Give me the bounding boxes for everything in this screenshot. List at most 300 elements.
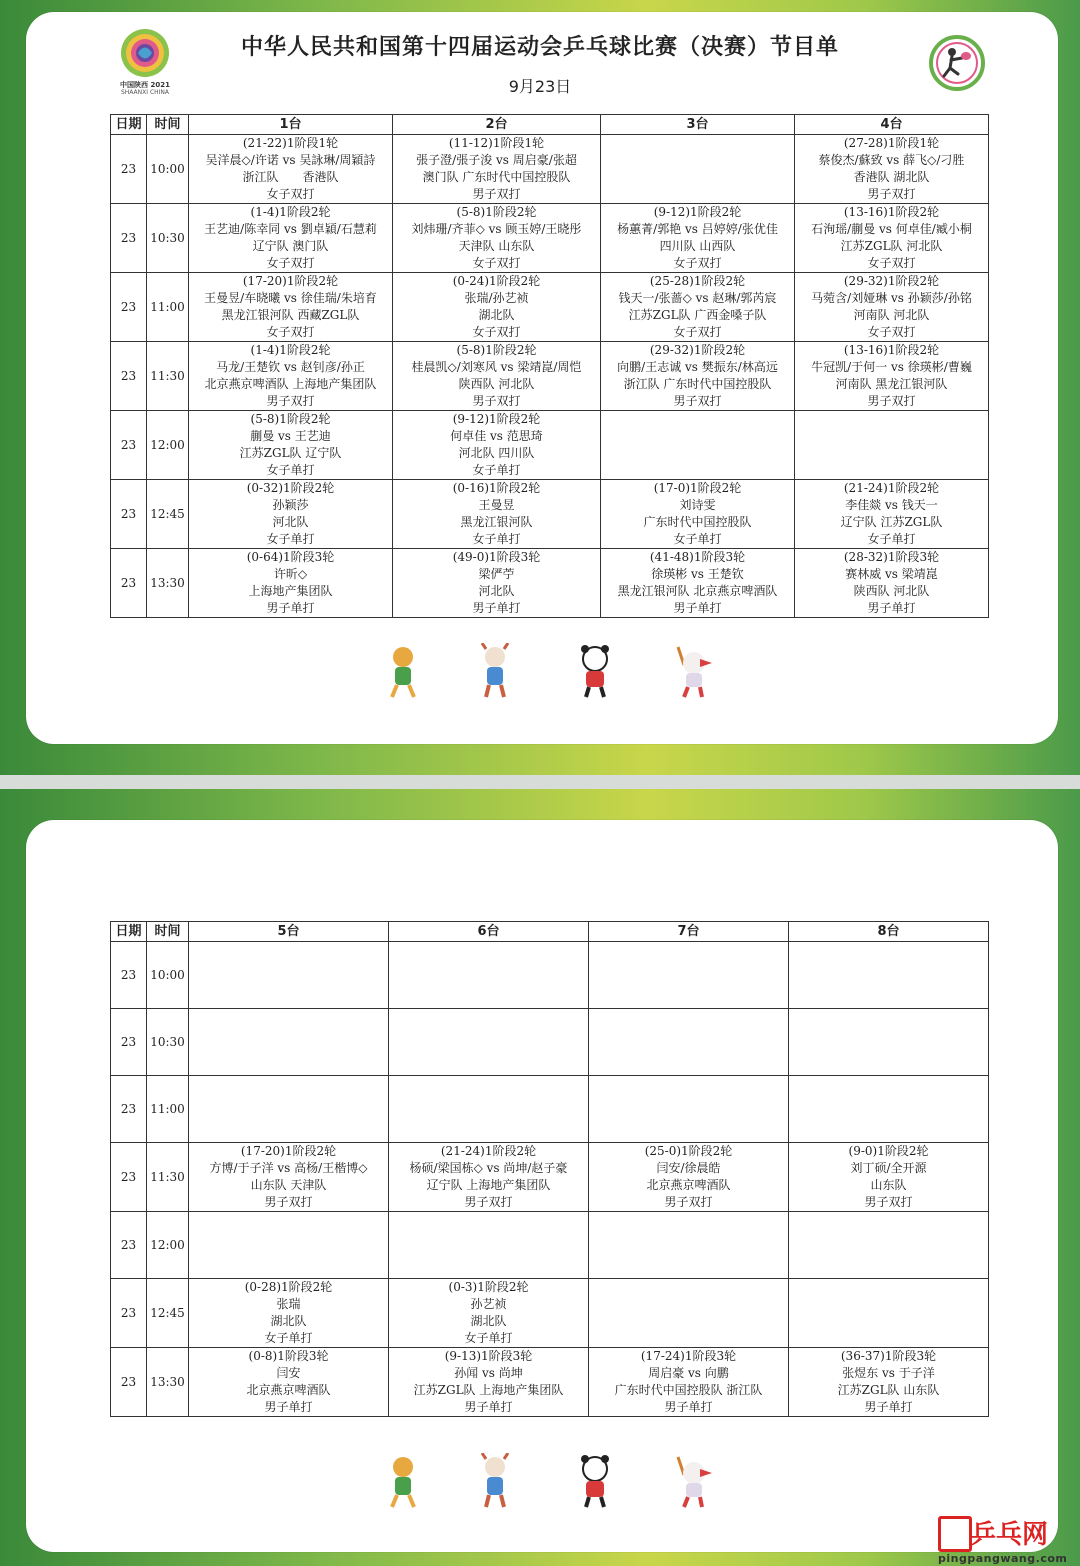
time-cell: 10:00 — [147, 135, 189, 204]
match-event: 男子双打 — [867, 394, 916, 408]
match-info — [393, 549, 600, 617]
match-event: 男子双打 — [264, 1195, 313, 1209]
match-teams: 黑龙江银河队 — [460, 515, 533, 529]
match-cell — [189, 1279, 389, 1348]
time-cell: 12:45 — [147, 1279, 189, 1348]
match-round-label: (27-28)1阶段1轮 — [843, 136, 940, 150]
match-teams: 江苏ZGL队 河北队 — [840, 239, 943, 253]
match-round-label: (29-32)1阶段2轮 — [843, 274, 940, 288]
match-event: 女子双打 — [472, 256, 521, 270]
header-table-6: 6台 — [389, 922, 589, 942]
match-teams: 北京燕京啤酒队 上海地产集团队 — [204, 377, 377, 391]
match-info — [189, 1143, 388, 1211]
match-teams: 湖北队 — [470, 1314, 507, 1328]
match-cell — [601, 204, 795, 273]
mascot-row-2 — [380, 1453, 730, 1513]
match-cell — [601, 480, 795, 549]
page-separator — [0, 775, 1080, 789]
match-round-label: (9-12)1阶段2轮 — [452, 412, 541, 426]
match-info — [389, 1143, 588, 1211]
match-info — [601, 204, 794, 272]
match-players: 張子澄/張子浚 vs 周启豪/张超 — [416, 153, 577, 167]
match-event: 男子双打 — [266, 394, 315, 408]
match-info — [589, 1348, 788, 1416]
match-teams: 辽宁队 上海地产集团队 — [426, 1178, 551, 1192]
match-round-label: (21-24)1阶段2轮 — [843, 481, 940, 495]
match-round-label: (1-4)1阶段2轮 — [250, 343, 331, 357]
match-round-label: (0-3)1阶段2轮 — [448, 1280, 529, 1294]
match-teams: 黑龙江银河队 西藏ZGL队 — [221, 308, 360, 322]
time-cell: 13:30 — [147, 549, 189, 618]
match-cell — [601, 549, 795, 618]
match-info — [189, 273, 392, 341]
table-row — [111, 942, 989, 1009]
match-round-label: (1-4)1阶段2轮 — [250, 205, 331, 219]
table-header-row — [111, 115, 989, 135]
match-players: 张煜东 vs 于子洋 — [842, 1366, 935, 1380]
match-event: 女子单打 — [264, 1331, 313, 1345]
table-row — [111, 1279, 989, 1348]
match-cell — [589, 1009, 789, 1076]
match-cell — [393, 411, 601, 480]
match-players: 张瑞/孙艺祯 — [464, 291, 529, 305]
mascot-goat-icon — [472, 1453, 518, 1509]
match-round-label: (17-20)1阶段2轮 — [240, 1144, 337, 1158]
match-players: 马龙/王楚钦 vs 赵钊彦/孙正 — [216, 360, 365, 374]
match-event: 女子单打 — [464, 1331, 513, 1345]
match-info — [393, 135, 600, 203]
match-teams: 北京燕京啤酒队 — [646, 1178, 731, 1192]
match-teams: 湖北队 — [478, 308, 515, 322]
match-round-label: (0-64)1阶段3轮 — [246, 550, 335, 564]
match-info — [189, 1279, 388, 1347]
match-info — [601, 549, 794, 617]
match-event: 女子双打 — [266, 256, 315, 270]
header-table-1: 1台 — [189, 115, 393, 135]
date-cell: 23 — [111, 273, 147, 342]
match-event: 女子双打 — [673, 325, 722, 339]
time-cell: 11:30 — [147, 1143, 189, 1212]
date-cell: 23 — [111, 1143, 147, 1212]
schedule-table-1 — [110, 114, 989, 618]
match-info — [795, 480, 988, 548]
time-cell: 11:30 — [147, 342, 189, 411]
match-event: 男子单打 — [664, 1400, 713, 1414]
match-info — [789, 1143, 988, 1211]
time-cell: 11:00 — [147, 273, 189, 342]
match-cell — [589, 1348, 789, 1417]
mascot-bird-icon — [670, 1453, 716, 1509]
table-row — [111, 1076, 989, 1143]
match-players: 向鹏/王志诚 vs 樊振东/林高远 — [617, 360, 778, 374]
match-players: 王曼昱 — [478, 498, 515, 512]
match-teams: 辽宁队 澳门队 — [252, 239, 329, 253]
match-players: 吴洋晨◇/许诺 vs 吴詠琳/周穎詩 — [205, 153, 376, 167]
match-cell — [389, 1009, 589, 1076]
match-info — [389, 1348, 588, 1416]
match-info — [389, 1279, 588, 1347]
table-header-row — [111, 922, 989, 942]
table-row — [111, 549, 989, 618]
match-teams: 澳门队 广东时代中国控股队 — [422, 170, 571, 184]
match-round-label: (41-48)1阶段3轮 — [649, 550, 746, 564]
match-cell — [789, 1076, 989, 1143]
match-round-label: (5-8)1阶段2轮 — [456, 343, 537, 357]
match-teams: 天津队 山东队 — [458, 239, 535, 253]
match-teams: 江苏ZGL队 辽宁队 — [239, 446, 342, 460]
match-cell — [189, 273, 393, 342]
match-cell — [189, 411, 393, 480]
match-cell — [189, 135, 393, 204]
mascot-panda-icon — [572, 643, 618, 699]
match-cell — [189, 942, 389, 1009]
mascot-panda-icon — [572, 1453, 618, 1509]
watermark-text: 乒乓网 — [970, 1520, 1049, 1550]
match-players: 张瑞 — [276, 1297, 301, 1311]
header-date: 日期 — [111, 115, 147, 135]
header-table-7: 7台 — [589, 922, 789, 942]
match-round-label: (17-20)1阶段2轮 — [242, 274, 339, 288]
match-cell — [601, 273, 795, 342]
match-event: 女子单打 — [266, 532, 315, 546]
match-cell — [393, 549, 601, 618]
match-event: 男子双打 — [664, 1195, 713, 1209]
match-cell — [189, 1348, 389, 1417]
match-info — [589, 1143, 788, 1211]
match-cell — [601, 135, 795, 204]
match-round-label: (5-8)1阶段2轮 — [456, 205, 537, 219]
time-cell: 10:30 — [147, 204, 189, 273]
match-teams: 北京燕京啤酒队 — [246, 1383, 331, 1397]
time-cell: 11:00 — [147, 1076, 189, 1143]
match-event: 男子单打 — [673, 601, 722, 615]
time-cell: 13:30 — [147, 1348, 189, 1417]
match-event: 男子双打 — [472, 187, 521, 201]
date-cell: 23 — [111, 942, 147, 1009]
match-cell — [189, 1076, 389, 1143]
match-cell — [789, 1348, 989, 1417]
match-event: 男子双打 — [464, 1195, 513, 1209]
mascot-boy-icon — [380, 643, 426, 699]
match-cell — [393, 273, 601, 342]
match-event: 女子双打 — [472, 325, 521, 339]
time-cell: 12:00 — [147, 1212, 189, 1279]
match-players: 桂晨凯◇/刘寒风 vs 梁靖崑/周恺 — [411, 360, 582, 374]
match-event: 女子单打 — [266, 463, 315, 477]
match-info — [189, 480, 392, 548]
header-table-8: 8台 — [789, 922, 989, 942]
match-players: 何卓佳 vs 范思琦 — [450, 429, 543, 443]
match-players: 许昕◇ — [273, 567, 308, 581]
match-teams: 四川队 山西队 — [659, 239, 736, 253]
match-teams: 广东时代中国控股队 — [643, 515, 752, 529]
watermark-logo-icon — [938, 1516, 972, 1552]
date-cell: 23 — [111, 1279, 147, 1348]
match-event: 女子单打 — [472, 463, 521, 477]
match-round-label: (9-12)1阶段2轮 — [653, 205, 742, 219]
match-round-label: (25-28)1阶段2轮 — [649, 274, 746, 288]
match-info — [795, 204, 988, 272]
match-cell — [393, 135, 601, 204]
match-cell — [189, 1009, 389, 1076]
date-cell: 23 — [111, 1348, 147, 1417]
match-info — [601, 342, 794, 410]
match-info — [795, 342, 988, 410]
page-title: 中华人民共和国第十四届运动会乒乓球比赛（决赛）节目单 — [240, 35, 839, 60]
match-teams: 江苏ZGL队 广西金嗓子队 — [628, 308, 767, 322]
header-table-5: 5台 — [189, 922, 389, 942]
match-teams: 浙江队 香港队 — [242, 170, 339, 184]
match-info — [393, 480, 600, 548]
match-info — [795, 135, 988, 203]
logo-text-main: 中国陕西 2021 — [120, 81, 170, 89]
match-teams: 湖北队 — [270, 1314, 307, 1328]
header-table-2: 2台 — [393, 115, 601, 135]
match-cell — [789, 1143, 989, 1212]
date-cell: 23 — [111, 342, 147, 411]
match-players: 钱天一/张蔷◇ vs 赵琳/郭芮宸 — [618, 291, 777, 305]
match-cell — [795, 411, 989, 480]
match-players: 方博/于子洋 vs 高杨/王楷博◇ — [209, 1161, 368, 1175]
match-info — [795, 273, 988, 341]
match-cell — [795, 135, 989, 204]
match-round-label: (0-24)1阶段2轮 — [452, 274, 541, 288]
match-cell — [189, 204, 393, 273]
match-round-label: (5-8)1阶段2轮 — [250, 412, 331, 426]
match-round-label: (0-8)1阶段3轮 — [248, 1349, 329, 1363]
logo-text-sub: SHAANXI CHINA — [120, 89, 170, 96]
match-info — [393, 342, 600, 410]
match-cell — [789, 1279, 989, 1348]
match-info — [393, 273, 600, 341]
match-players: 梁俨苧 — [478, 567, 515, 581]
table-row — [111, 273, 989, 342]
match-event: 女子双打 — [266, 325, 315, 339]
match-event: 男子双打 — [472, 394, 521, 408]
table-row — [111, 1348, 989, 1417]
match-round-label: (49-0)1阶段3轮 — [452, 550, 541, 564]
match-cell — [393, 342, 601, 411]
match-players: 李佳燚 vs 钱天一 — [845, 498, 938, 512]
date-cell: 23 — [111, 480, 147, 549]
match-cell — [389, 1279, 589, 1348]
match-players: 孙颖莎 — [272, 498, 309, 512]
date-cell: 23 — [111, 1009, 147, 1076]
match-cell — [601, 342, 795, 411]
match-players: 石洵瑶/蒯曼 vs 何卓佳/臧小桐 — [811, 222, 972, 236]
match-round-label: (21-22)1阶段1轮 — [242, 136, 339, 150]
match-cell — [389, 1143, 589, 1212]
match-info — [393, 411, 600, 479]
match-event: 女子双打 — [673, 256, 722, 270]
match-players: 闫安/徐晨皓 — [656, 1161, 721, 1175]
match-teams: 辽宁队 江苏ZGL队 — [840, 515, 943, 529]
match-round-label: (29-32)1阶段2轮 — [649, 343, 746, 357]
match-players: 刘诗雯 — [679, 498, 716, 512]
match-teams: 广东时代中国控股队 浙江队 — [614, 1383, 763, 1397]
match-round-label: (17-24)1阶段3轮 — [640, 1349, 737, 1363]
match-event: 男子双打 — [864, 1195, 913, 1209]
match-cell — [589, 1279, 789, 1348]
match-info — [601, 480, 794, 548]
watermark-url: pingpangwang.com — [938, 1552, 1068, 1565]
match-teams: 河北队 — [272, 515, 309, 529]
match-players: 蒯曼 vs 王艺迪 — [250, 429, 331, 443]
site-watermark[interactable] — [930, 1514, 1070, 1564]
match-round-label: (9-0)1阶段2轮 — [848, 1144, 929, 1158]
match-cell — [389, 1348, 589, 1417]
match-teams: 陕西队 河北队 — [458, 377, 535, 391]
match-info — [189, 1348, 388, 1416]
match-cell — [393, 480, 601, 549]
match-players: 王艺迪/陈幸同 vs 劉卓穎/石慧莉 — [204, 222, 377, 236]
match-cell — [795, 204, 989, 273]
match-cell — [189, 480, 393, 549]
table-row — [111, 480, 989, 549]
match-info — [601, 273, 794, 341]
match-cell — [789, 1009, 989, 1076]
match-cell — [789, 1212, 989, 1279]
time-cell: 12:45 — [147, 480, 189, 549]
match-event: 男子单打 — [867, 601, 916, 615]
match-cell — [389, 1212, 589, 1279]
mascot-goat-icon — [472, 643, 518, 699]
match-players: 闫安 — [276, 1366, 301, 1380]
match-cell — [589, 1076, 789, 1143]
match-round-label: (21-24)1阶段2轮 — [440, 1144, 537, 1158]
match-players: 孙闻 vs 尚坤 — [454, 1366, 523, 1380]
mascot-row-1 — [380, 643, 730, 703]
match-teams: 山东队 天津队 — [250, 1178, 327, 1192]
date-cell: 23 — [111, 411, 147, 480]
match-players: 赛林威 vs 梁靖崑 — [845, 567, 938, 581]
table-row — [111, 1143, 989, 1212]
match-players: 杨硕/梁国栋◇ vs 尚坤/赵子豪 — [409, 1161, 568, 1175]
date-cell: 23 — [111, 549, 147, 618]
match-round-label: (9-13)1阶段3轮 — [444, 1349, 533, 1363]
header-table-3: 3台 — [601, 115, 795, 135]
date-cell: 23 — [111, 204, 147, 273]
match-teams: 河南队 河北队 — [853, 308, 930, 322]
match-teams: 江苏ZGL队 山东队 — [837, 1383, 940, 1397]
date-cell: 23 — [111, 1076, 147, 1143]
header-time: 时间 — [147, 922, 189, 942]
schedule-table-2 — [110, 921, 989, 1417]
match-players: 刘炜珊/齐菲◇ vs 顾玉婷/王晓彤 — [411, 222, 582, 236]
match-teams: 江苏ZGL队 上海地产集团队 — [413, 1383, 564, 1397]
match-round-label: (13-16)1阶段2轮 — [843, 343, 940, 357]
match-event: 女子双打 — [266, 187, 315, 201]
match-round-label: (25-0)1阶段2轮 — [644, 1144, 733, 1158]
match-event: 男子单打 — [264, 1400, 313, 1414]
match-cell — [589, 1212, 789, 1279]
match-event: 男子单打 — [472, 601, 521, 615]
match-round-label: (36-37)1阶段3轮 — [840, 1349, 937, 1363]
table-row — [111, 204, 989, 273]
match-event: 女子单打 — [472, 532, 521, 546]
table-row — [111, 1212, 989, 1279]
match-players: 马菀含/刘娅琳 vs 孙颖莎/孙铭 — [811, 291, 972, 305]
match-event: 男子双打 — [867, 187, 916, 201]
match-info — [795, 549, 988, 617]
match-players: 杨蕙菁/郭艳 vs 吕婷婷/张优佳 — [617, 222, 778, 236]
time-cell: 10:00 — [147, 942, 189, 1009]
match-cell — [589, 1143, 789, 1212]
match-round-label: (11-12)1阶段1轮 — [448, 136, 545, 150]
match-players: 蔡俊杰/蘇致 vs 薛飞◇/刁胜 — [818, 153, 965, 167]
match-cell — [589, 942, 789, 1009]
header-time: 时间 — [147, 115, 189, 135]
match-event: 男子双打 — [673, 394, 722, 408]
table-row — [111, 135, 989, 204]
match-teams: 香港队 湖北队 — [853, 170, 930, 184]
match-cell — [189, 342, 393, 411]
match-round-label: (0-32)1阶段2轮 — [246, 481, 335, 495]
match-players: 牛冠凯/于何一 vs 徐瑛彬/曹巍 — [811, 360, 972, 374]
match-cell — [789, 942, 989, 1009]
match-info — [189, 135, 392, 203]
match-event: 男子单打 — [864, 1400, 913, 1414]
match-players: 徐瑛彬 vs 王楚钦 — [651, 567, 744, 581]
match-round-label: (0-16)1阶段2轮 — [452, 481, 541, 495]
date-subtitle: 9月23日 — [508, 77, 572, 96]
match-cell — [795, 549, 989, 618]
match-teams: 浙江队 广东时代中国控股队 — [623, 377, 772, 391]
table-row — [111, 411, 989, 480]
match-event: 男子单打 — [464, 1400, 513, 1414]
header-date: 日期 — [111, 922, 147, 942]
header-table-4: 4台 — [795, 115, 989, 135]
match-cell — [601, 411, 795, 480]
match-players: 王曼昱/车晓曦 vs 徐佳瑞/朱培育 — [204, 291, 377, 305]
match-info — [189, 549, 392, 617]
match-round-label: (28-32)1阶段3轮 — [843, 550, 940, 564]
match-cell — [189, 1212, 389, 1279]
match-cell — [189, 1143, 389, 1212]
match-round-label: (13-16)1阶段2轮 — [843, 205, 940, 219]
match-cell — [389, 942, 589, 1009]
match-cell — [795, 342, 989, 411]
match-teams: 山东队 — [870, 1178, 907, 1192]
match-event: 女子单打 — [867, 532, 916, 546]
match-teams: 河北队 — [478, 584, 515, 598]
match-round-label: (0-28)1阶段2轮 — [244, 1280, 333, 1294]
time-cell: 10:30 — [147, 1009, 189, 1076]
match-teams: 上海地产集团队 — [248, 584, 333, 598]
match-info — [393, 204, 600, 272]
match-teams: 河北队 四川队 — [458, 446, 535, 460]
match-cell — [389, 1076, 589, 1143]
mascot-boy-icon — [380, 1453, 426, 1509]
match-cell — [393, 204, 601, 273]
match-teams: 黑龙江银河队 北京燕京啤酒队 — [617, 584, 778, 598]
date-cell: 23 — [111, 135, 147, 204]
match-info — [189, 342, 392, 410]
time-cell: 12:00 — [147, 411, 189, 480]
match-cell — [795, 273, 989, 342]
table-row — [111, 1009, 989, 1076]
date-cell: 23 — [111, 1212, 147, 1279]
match-cell — [795, 480, 989, 549]
match-event: 男子单打 — [266, 601, 315, 615]
match-teams: 陕西队 河北队 — [853, 584, 930, 598]
match-event: 女子双打 — [867, 256, 916, 270]
match-round-label: (17-0)1阶段2轮 — [653, 481, 742, 495]
match-players: 孙艺祯 — [470, 1297, 507, 1311]
match-players: 周启豪 vs 向鹏 — [648, 1366, 729, 1380]
match-event: 女子双打 — [867, 325, 916, 339]
match-info — [189, 204, 392, 272]
